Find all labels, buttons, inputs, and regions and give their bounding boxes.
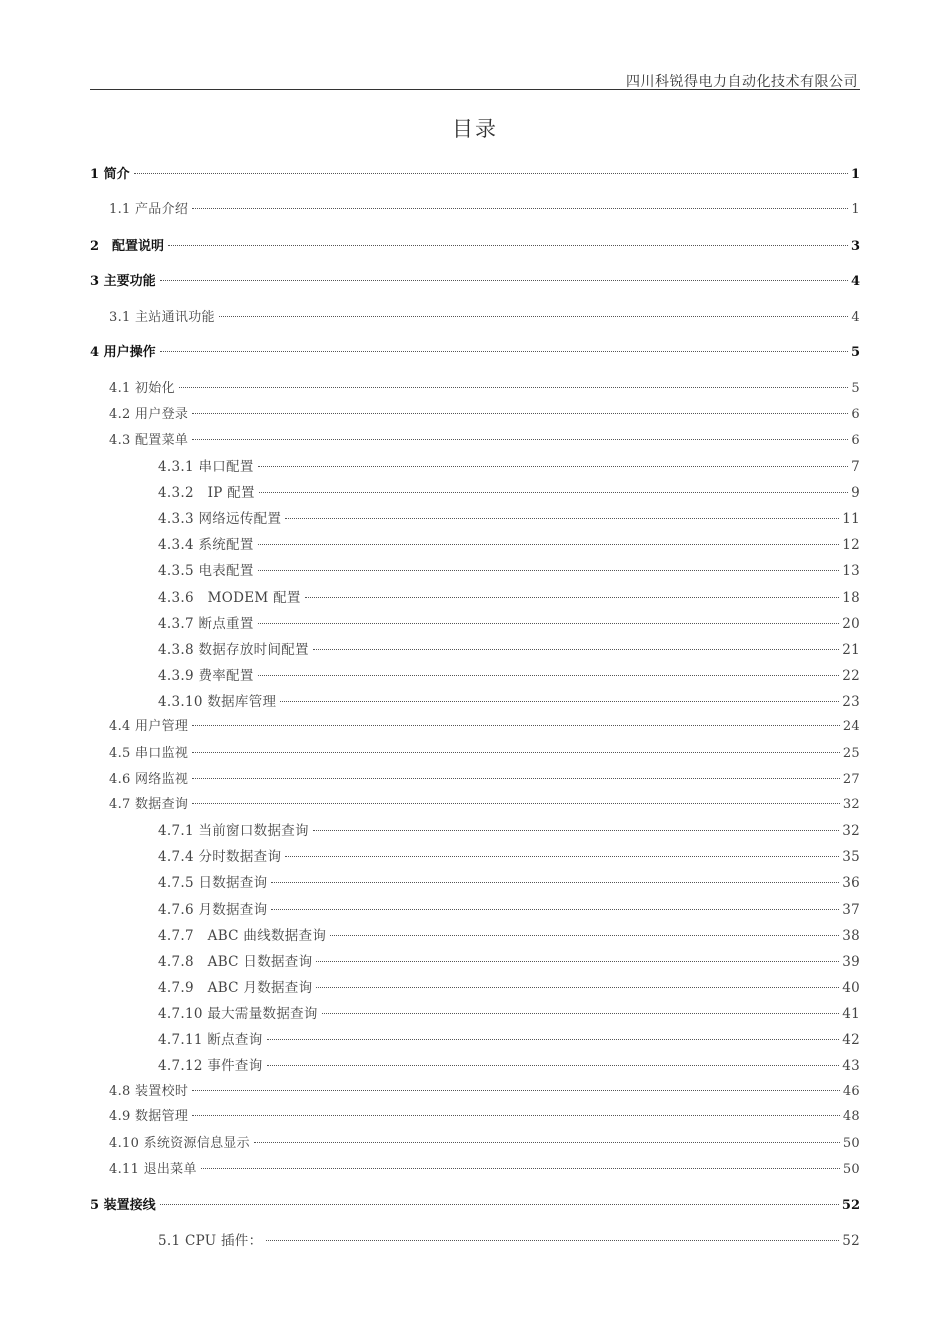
toc-entry-label: 4.3.6 MODEM 配置 xyxy=(158,590,301,606)
toc-entry-label: 4.7.11 断点查询 xyxy=(158,1032,263,1048)
toc-entry-label: 4.3.10 数据库管理 xyxy=(158,694,277,710)
dot-leader xyxy=(192,1115,840,1116)
toc-entry-page-number: 6 xyxy=(851,433,860,448)
toc-entry-page-number: 42 xyxy=(842,1032,860,1048)
dot-leader xyxy=(258,675,840,676)
toc-entry-label: 4.6 网络监视 xyxy=(109,772,189,787)
toc-entry-page-number: 52 xyxy=(841,1198,860,1213)
toc-entry-page-number: 11 xyxy=(842,511,860,527)
dot-leader xyxy=(168,245,848,246)
toc-entry[interactable] xyxy=(158,822,860,840)
dot-leader xyxy=(271,909,839,910)
dot-leader xyxy=(258,544,840,545)
toc-entry-label: 4.7.10 最大需量数据查询 xyxy=(158,1006,318,1022)
toc-entry-page-number: 4 xyxy=(850,274,860,289)
toc-entry[interactable] xyxy=(90,238,860,256)
dot-leader xyxy=(160,1204,839,1205)
toc-entry[interactable] xyxy=(109,406,860,424)
dot-leader xyxy=(160,351,848,352)
toc-entry-label: 4.11 退出菜单 xyxy=(109,1162,197,1177)
toc-entry-label: 1 简介 xyxy=(90,167,130,182)
dot-leader xyxy=(192,778,840,779)
toc-entry-page-number: 27 xyxy=(842,772,860,787)
toc-entry[interactable] xyxy=(109,1161,860,1179)
toc-entry-label: 4.3.2 IP 配置 xyxy=(158,485,255,501)
dot-leader xyxy=(134,173,848,174)
toc-entry[interactable] xyxy=(158,927,860,945)
dot-leader xyxy=(192,413,848,414)
toc-entry-page-number: 36 xyxy=(842,875,860,891)
toc-entry-page-number: 39 xyxy=(842,954,860,970)
toc-entry-page-number: 3 xyxy=(850,239,860,254)
toc-entry[interactable] xyxy=(90,344,860,362)
toc-entry[interactable] xyxy=(158,510,860,528)
toc-entry[interactable] xyxy=(158,615,860,633)
dot-leader xyxy=(280,701,839,702)
toc-entry-label: 4.7.7 ABC 曲线数据查询 xyxy=(158,928,327,944)
toc-entry[interactable] xyxy=(158,1005,860,1023)
toc-entry[interactable] xyxy=(109,1083,860,1101)
toc-entry-page-number: 37 xyxy=(842,902,860,918)
toc-entry-page-number: 6 xyxy=(851,407,860,422)
toc-entry-label: 1.1 产品介绍 xyxy=(109,202,189,217)
toc-entry[interactable] xyxy=(109,201,860,219)
toc-entry-page-number: 52 xyxy=(842,1233,860,1249)
dot-leader xyxy=(266,1240,839,1241)
toc-entry-label: 4.7.8 ABC 日数据查询 xyxy=(158,954,313,970)
toc-entry-page-number: 1 xyxy=(851,202,860,217)
toc-entry[interactable] xyxy=(109,745,860,763)
toc-entry-label: 4 用户操作 xyxy=(90,345,156,360)
toc-entry-page-number: 1 xyxy=(850,167,860,182)
dot-leader xyxy=(258,466,848,467)
dot-leader xyxy=(267,1065,840,1066)
toc-entry-label: 4.2 用户登录 xyxy=(109,407,189,422)
dot-leader xyxy=(285,856,839,857)
toc-entry[interactable] xyxy=(90,273,860,291)
toc-entry-label: 4.3.1 串口配置 xyxy=(158,459,254,475)
toc-entry-label: 4.7.1 当前窗口数据查询 xyxy=(158,823,309,839)
toc-entry-page-number: 5 xyxy=(850,345,860,360)
toc-entry-label: 4.5 串口监视 xyxy=(109,746,189,761)
toc-entry-page-number: 24 xyxy=(842,719,860,734)
toc-entry-page-number: 18 xyxy=(842,590,860,606)
toc-entry[interactable] xyxy=(90,1197,860,1215)
toc-entry[interactable] xyxy=(158,979,860,997)
toc-entry[interactable] xyxy=(158,1031,860,1049)
dot-leader xyxy=(267,1039,840,1040)
toc-entry[interactable] xyxy=(109,718,860,736)
dot-leader xyxy=(258,623,840,624)
toc-entry-page-number: 50 xyxy=(842,1162,860,1177)
toc-entry[interactable] xyxy=(90,166,860,184)
toc-entry[interactable] xyxy=(158,1057,860,1075)
toc-entry-label: 4.10 系统资源信息显示 xyxy=(109,1136,250,1151)
toc-entry[interactable] xyxy=(109,1108,860,1126)
dot-leader xyxy=(313,830,839,831)
toc-entry[interactable] xyxy=(109,796,860,814)
toc-entry-label: 3 主要功能 xyxy=(90,274,156,289)
toc-entry-page-number: 20 xyxy=(842,616,860,632)
dot-leader xyxy=(258,570,840,571)
dot-leader xyxy=(316,987,839,988)
toc-entry-page-number: 50 xyxy=(842,1136,860,1151)
toc-entry[interactable] xyxy=(109,1135,860,1153)
toc-entry-page-number: 7 xyxy=(851,459,860,475)
toc-entry-label: 4.8 装置校时 xyxy=(109,1084,189,1099)
dot-leader xyxy=(271,882,839,883)
dot-leader xyxy=(192,725,840,726)
toc-entry-label: 4.9 数据管理 xyxy=(109,1109,189,1124)
dot-leader xyxy=(219,316,849,317)
toc-entry-page-number: 5 xyxy=(851,381,860,396)
toc-entry[interactable] xyxy=(158,589,860,607)
dot-leader xyxy=(330,935,839,936)
toc-entry[interactable] xyxy=(158,953,860,971)
toc-entry-label: 5 装置接线 xyxy=(90,1198,156,1213)
toc-entry[interactable] xyxy=(158,484,860,502)
dot-leader xyxy=(192,208,848,209)
toc-entry-page-number: 38 xyxy=(842,928,860,944)
toc-entry-page-number: 12 xyxy=(842,537,860,553)
toc-entry-label: 4.3.7 断点重置 xyxy=(158,616,254,632)
dot-leader xyxy=(305,597,839,598)
dot-leader xyxy=(179,387,849,388)
dot-leader xyxy=(192,1090,840,1091)
toc-entry-page-number: 43 xyxy=(842,1058,860,1074)
toc-entry-page-number: 9 xyxy=(851,485,860,501)
toc-entry-label: 4.3.4 系统配置 xyxy=(158,537,254,553)
toc-entry-page-number: 22 xyxy=(842,668,860,684)
toc-entry-page-number: 48 xyxy=(842,1109,860,1124)
toc-entry-label: 4.7.9 ABC 月数据查询 xyxy=(158,980,313,996)
toc-entry[interactable] xyxy=(158,562,860,580)
dot-leader xyxy=(313,649,839,650)
toc-entry[interactable] xyxy=(109,380,860,398)
dot-leader xyxy=(160,280,848,281)
toc-entry-page-number: 32 xyxy=(842,823,860,839)
dot-leader xyxy=(322,1013,839,1014)
toc-entry-label: 4.3.3 网络远传配置 xyxy=(158,511,282,527)
toc-entry-page-number: 32 xyxy=(842,797,860,812)
toc-entry-label: 3.1 主站通讯功能 xyxy=(109,310,215,325)
toc-entry[interactable] xyxy=(158,874,860,892)
toc-entry-label: 4.3 配置菜单 xyxy=(109,433,189,448)
toc-entry-label: 4.1 初始化 xyxy=(109,381,175,396)
dot-leader xyxy=(316,961,839,962)
toc-entry-page-number: 25 xyxy=(842,746,860,761)
dot-leader xyxy=(285,518,839,519)
company-name: 四川科锐得电力自动化技术有限公司 xyxy=(626,74,858,90)
toc-entry-label: 4.3.9 费率配置 xyxy=(158,668,254,684)
toc-entry[interactable] xyxy=(158,458,860,476)
toc-title: 目录 xyxy=(452,117,498,141)
toc-entry-label: 4.7.5 日数据查询 xyxy=(158,875,268,891)
toc-entry[interactable] xyxy=(158,667,860,685)
dot-leader xyxy=(201,1168,840,1169)
dot-leader xyxy=(192,752,840,753)
toc-entry-page-number: 41 xyxy=(842,1006,860,1022)
toc-entry-label: 4.7.12 事件查询 xyxy=(158,1058,263,1074)
toc-entry-page-number: 4 xyxy=(851,310,860,325)
toc-entry-label: 4.4 用户管理 xyxy=(109,719,189,734)
toc-entry-page-number: 23 xyxy=(842,694,860,710)
toc-entry-label: 4.3.8 数据存放时间配置 xyxy=(158,642,309,658)
toc-entry[interactable] xyxy=(158,901,860,919)
toc-entry-page-number: 46 xyxy=(842,1084,860,1099)
toc-entry[interactable] xyxy=(109,309,860,327)
toc-entry-page-number: 13 xyxy=(842,563,860,579)
toc-entry[interactable] xyxy=(109,771,860,789)
toc-entry[interactable] xyxy=(158,536,860,554)
toc-entry[interactable] xyxy=(158,693,860,711)
toc-entry-page-number: 40 xyxy=(842,980,860,996)
dot-leader xyxy=(192,439,848,440)
toc-entry-page-number: 35 xyxy=(842,849,860,865)
toc-entry[interactable] xyxy=(158,1232,860,1250)
toc-entry-label: 4.7.4 分时数据查询 xyxy=(158,849,282,865)
toc-entry-label: 4.7 数据查询 xyxy=(109,797,189,812)
toc-entry-label: 4.7.6 月数据查询 xyxy=(158,902,268,918)
toc-entry[interactable] xyxy=(158,641,860,659)
dot-leader xyxy=(259,492,848,493)
dot-leader xyxy=(192,803,840,804)
toc-entry-label: 5.1 CPU 插件： xyxy=(158,1233,263,1249)
toc-entry[interactable] xyxy=(109,432,860,450)
toc-entry-label: 4.3.5 电表配置 xyxy=(158,563,254,579)
toc-entry[interactable] xyxy=(158,848,860,866)
toc-entry-page-number: 21 xyxy=(842,642,860,658)
toc-entry-label: 2 配置说明 xyxy=(90,239,165,254)
dot-leader xyxy=(254,1142,840,1143)
